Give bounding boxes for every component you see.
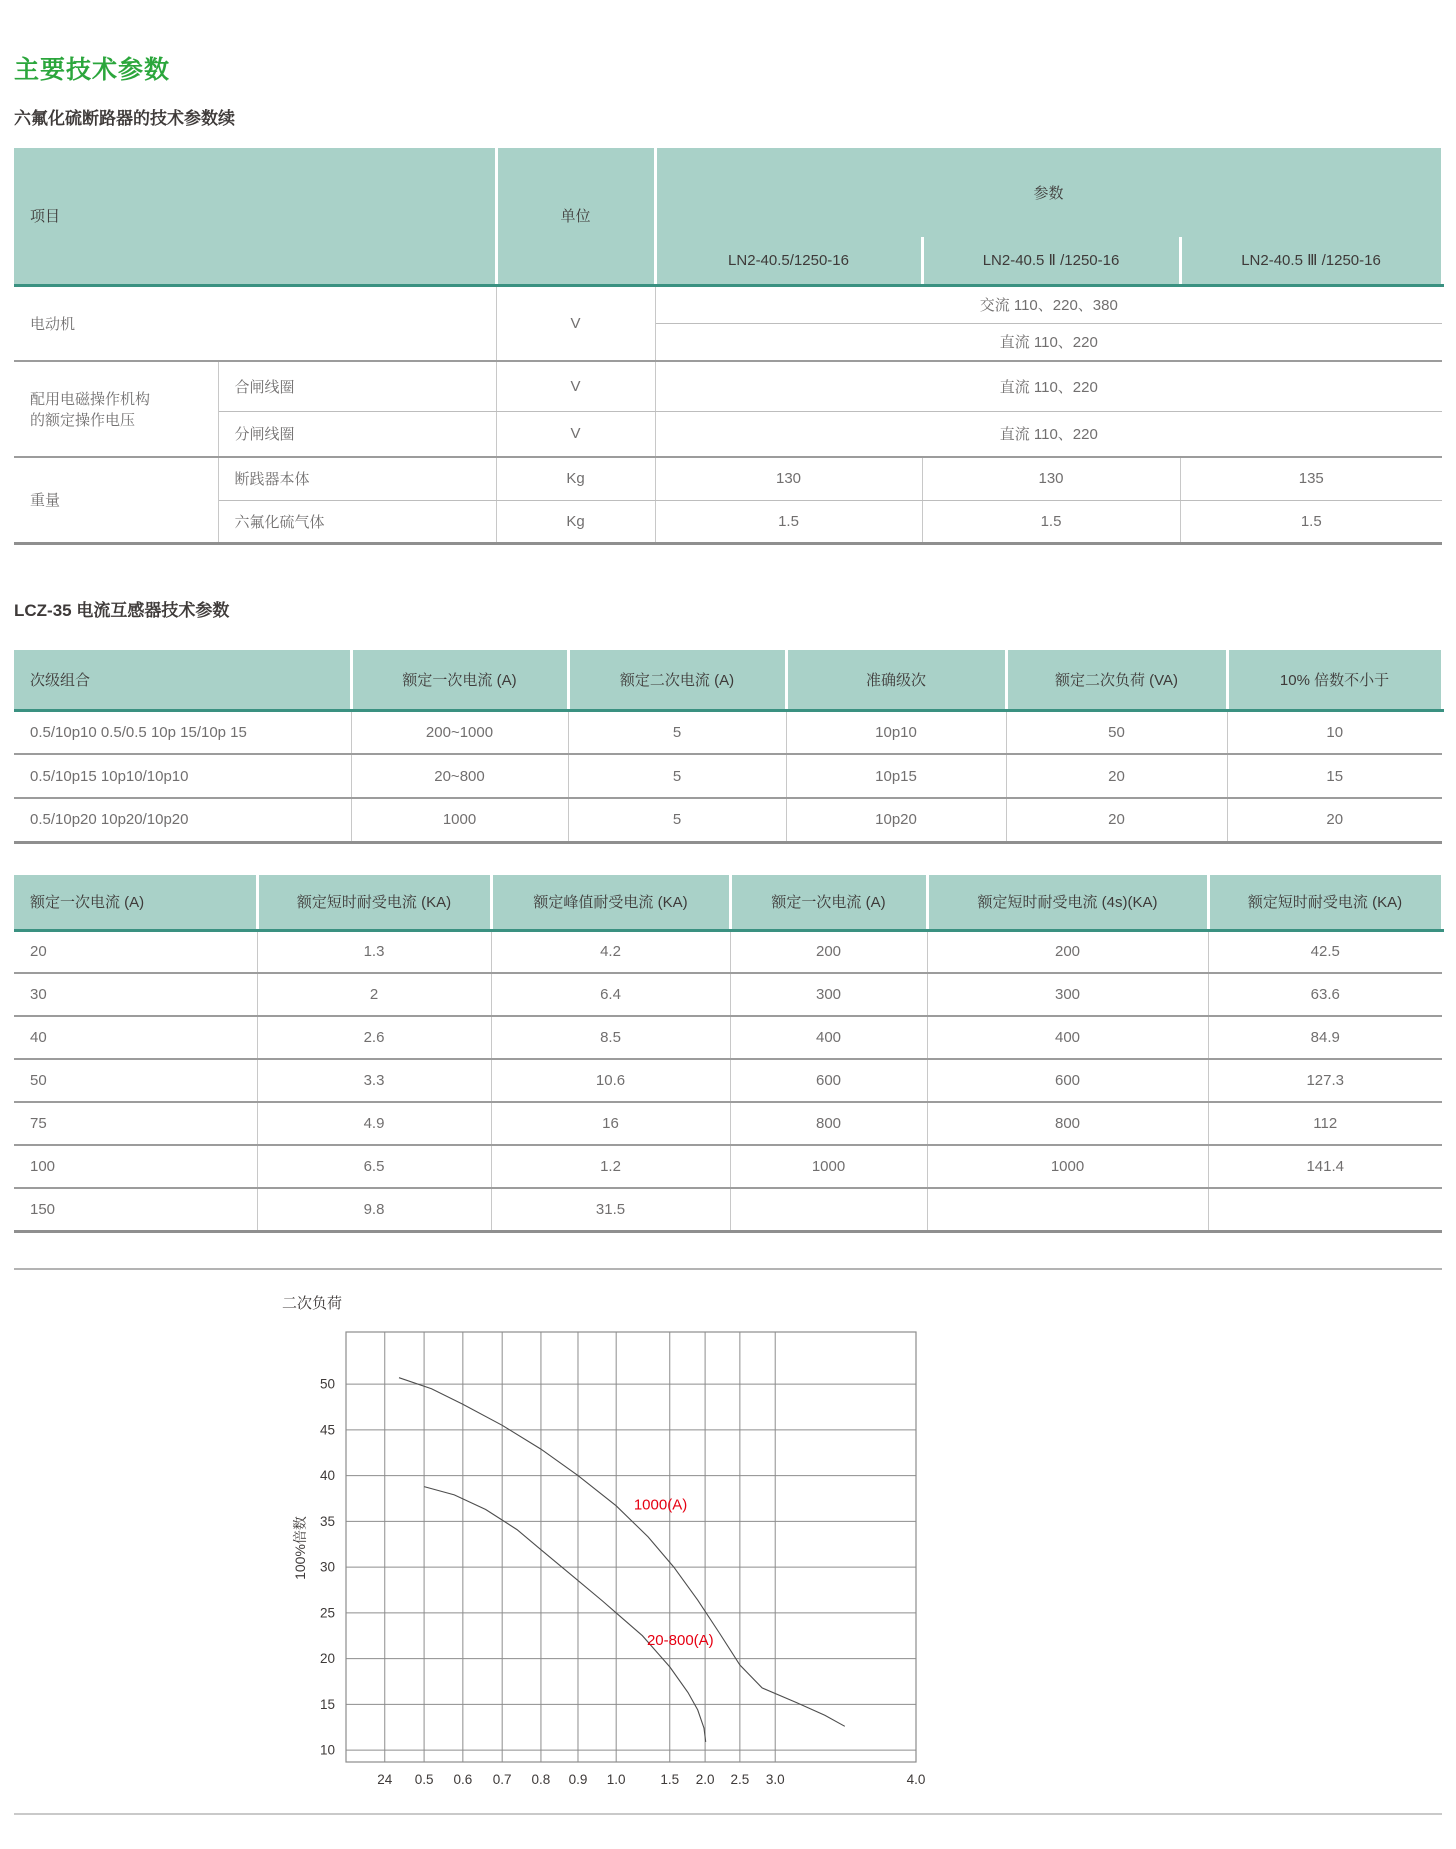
cell: 15 [1227, 754, 1442, 798]
cell: 8.5 [491, 1016, 730, 1059]
cell: 1.3 [257, 930, 491, 973]
cell: 4.9 [257, 1102, 491, 1145]
cell-value: 直流 110、220 [655, 411, 1442, 457]
cell: 6.4 [491, 973, 730, 1016]
cell: 1000 [730, 1145, 927, 1188]
cell: 200 [730, 930, 927, 973]
cell: 1000 [927, 1145, 1208, 1188]
table2-caption: LCZ-35 电流互感器技术参数 [14, 601, 230, 620]
table-row [14, 930, 1442, 973]
table-row [14, 754, 1442, 798]
cell-value: 直流 110、220 [655, 361, 1442, 411]
cell: 3.3 [257, 1059, 491, 1102]
table-row [14, 1145, 1442, 1188]
cell-subitem: 断践器本体 [218, 457, 496, 500]
cell-value: 直流 110、220 [655, 323, 1442, 361]
header-cell: 额定二次负荷 (VA) [1006, 650, 1227, 710]
table-row [14, 1016, 1442, 1059]
svg-text:3.0: 3.0 [765, 1772, 785, 1787]
cell: 800 [927, 1102, 1208, 1145]
svg-text:0.5: 0.5 [414, 1772, 434, 1787]
cell: 10.6 [491, 1059, 730, 1102]
svg-text:35: 35 [319, 1513, 335, 1529]
cell: 10p15 [786, 754, 1006, 798]
header-row [14, 650, 1442, 710]
cell: 63.6 [1208, 973, 1442, 1016]
divider [14, 1268, 1442, 1270]
svg-text:0.6: 0.6 [453, 1772, 473, 1787]
cell: 112 [1208, 1102, 1442, 1145]
svg-text:4.0: 4.0 [906, 1772, 926, 1787]
table1-caption: 六氟化硫断路器的技术参数续 [14, 109, 235, 128]
cell-mechanism: 配用电磁操作机构的额定操作电压 [14, 361, 218, 457]
cell-unit: V [496, 411, 655, 457]
header-unit: 单位 [496, 148, 655, 285]
cell: 20 [14, 930, 257, 973]
svg-text:2.0: 2.0 [695, 1772, 715, 1787]
cell-subitem: 六氟化硫气体 [218, 500, 496, 543]
cell: 20 [1006, 798, 1227, 842]
cell: 20 [1006, 754, 1227, 798]
table-row [14, 973, 1442, 1016]
row-coil-close [14, 361, 1442, 411]
cell-unit: V [496, 361, 655, 411]
cell-subitem: 合闸线圈 [218, 361, 496, 411]
cell-weight: 重量 [14, 457, 218, 543]
cell-value: 135 [1180, 457, 1442, 500]
cell: 0.5/10p20 10p20/10p20 [14, 798, 351, 842]
header-params: 参数 [655, 148, 1442, 237]
svg-text:1000(A): 1000(A) [633, 1496, 688, 1514]
svg-text:1.0: 1.0 [606, 1772, 626, 1787]
header-cell: 额定一次电流 (A) [14, 875, 257, 930]
svg-text:20: 20 [319, 1651, 335, 1667]
cell: 5 [568, 798, 786, 842]
svg-text:24: 24 [377, 1772, 393, 1787]
cell: 10 [1227, 710, 1442, 754]
cell: 75 [14, 1102, 257, 1145]
page-title: 主要技术参数 [14, 56, 171, 84]
cell: 10p20 [786, 798, 1006, 842]
cell: 9.8 [257, 1188, 491, 1231]
cell: 600 [730, 1059, 927, 1102]
header-cell: 准确级次 [786, 650, 1006, 710]
header-cell: 额定峰值耐受电流 (KA) [491, 875, 730, 930]
ct-params-table [14, 650, 1444, 844]
chart-y-axis-label: 100%倍数 [292, 1516, 308, 1580]
header-cell: 额定短时耐受电流 (KA) [257, 875, 491, 930]
cell-value: 1.5 [922, 500, 1180, 543]
breaker-params-table [14, 148, 1444, 545]
cell-value: 1.5 [655, 500, 922, 543]
table-row [14, 1102, 1442, 1145]
svg-text:30: 30 [319, 1559, 335, 1575]
row-weight-body [14, 457, 1442, 500]
svg-text:45: 45 [319, 1422, 335, 1438]
cell: 1.2 [491, 1145, 730, 1188]
cell: 1000 [351, 798, 568, 842]
cell: 141.4 [1208, 1145, 1442, 1188]
svg-text:25: 25 [319, 1605, 335, 1621]
cell: 50 [14, 1059, 257, 1102]
header-row [14, 875, 1442, 930]
cell-value: 130 [655, 457, 922, 500]
withstand-current-table [14, 875, 1444, 1233]
header-row [14, 148, 1442, 237]
cell-motor: 电动机 [14, 285, 496, 361]
row-weight-gas [14, 500, 1442, 543]
svg-text:50: 50 [319, 1376, 335, 1392]
svg-text:0.8: 0.8 [531, 1772, 551, 1787]
cell: 40 [14, 1016, 257, 1059]
header-cell: 额定二次电流 (A) [568, 650, 786, 710]
cell: 200 [927, 930, 1208, 973]
chart-title: 二次负荷 [282, 1295, 343, 1312]
cell: 30 [14, 973, 257, 1016]
table-row [14, 1059, 1442, 1102]
cell: 800 [730, 1102, 927, 1145]
row-coil-open [14, 411, 1442, 457]
cell [730, 1188, 927, 1231]
cell: 400 [730, 1016, 927, 1059]
cell: 2.6 [257, 1016, 491, 1059]
row-motor-ac [14, 285, 1442, 323]
cell-unit: V [496, 285, 655, 361]
cell: 84.9 [1208, 1016, 1442, 1059]
secondary-load-chart [260, 1280, 960, 1800]
header-cell: 次级组合 [14, 650, 351, 710]
cell: 300 [927, 973, 1208, 1016]
cell-value: 交流 110、220、380 [655, 285, 1442, 323]
divider [14, 1813, 1442, 1815]
cell: 200~1000 [351, 710, 568, 754]
svg-text:40: 40 [319, 1468, 335, 1484]
svg-text:0.7: 0.7 [492, 1772, 512, 1787]
cell: 400 [927, 1016, 1208, 1059]
cell: 0.5/10p15 10p10/10p10 [14, 754, 351, 798]
table-row [14, 798, 1442, 842]
cell: 10p10 [786, 710, 1006, 754]
svg-text:2.5: 2.5 [730, 1772, 750, 1787]
cell: 50 [1006, 710, 1227, 754]
cell: 600 [927, 1059, 1208, 1102]
cell: 150 [14, 1188, 257, 1231]
header-model-1: LN2-40.5/1250-16 [655, 237, 922, 285]
header-cell: 额定一次电流 (A) [730, 875, 927, 930]
header-cell: 额定一次电流 (A) [351, 650, 568, 710]
cell: 42.5 [1208, 930, 1442, 973]
cell-value: 1.5 [1180, 500, 1442, 543]
cell: 5 [568, 710, 786, 754]
svg-text:10: 10 [319, 1742, 335, 1758]
cell: 31.5 [491, 1188, 730, 1231]
svg-text:20-800(A): 20-800(A) [646, 1631, 714, 1649]
header-model-2: LN2-40.5 Ⅱ /1250-16 [922, 237, 1180, 285]
cell: 300 [730, 973, 927, 1016]
cell-subitem: 分闸线圈 [218, 411, 496, 457]
cell: 6.5 [257, 1145, 491, 1188]
header-cell: 10% 倍数不小于 [1227, 650, 1442, 710]
cell-value: 130 [922, 457, 1180, 500]
cell [1208, 1188, 1442, 1231]
header-item: 项目 [14, 148, 496, 285]
svg-text:15: 15 [319, 1696, 335, 1712]
cell: 20 [1227, 798, 1442, 842]
cell: 127.3 [1208, 1059, 1442, 1102]
cell: 4.2 [491, 930, 730, 973]
header-cell: 额定短时耐受电流 (KA) [1208, 875, 1442, 930]
svg-text:0.9: 0.9 [568, 1772, 588, 1787]
header-cell: 额定短时耐受电流 (4s)(KA) [927, 875, 1208, 930]
header-model-3: LN2-40.5 Ⅲ /1250-16 [1180, 237, 1442, 285]
table-row [14, 710, 1442, 754]
cell: 100 [14, 1145, 257, 1188]
cell: 20~800 [351, 754, 568, 798]
cell: 16 [491, 1102, 730, 1145]
table-row [14, 1188, 1442, 1231]
cell: 0.5/10p10 0.5/0.5 10p 15/10p 15 [14, 710, 351, 754]
svg-text:1.5: 1.5 [660, 1772, 680, 1787]
cell-unit: Kg [496, 500, 655, 543]
cell: 2 [257, 973, 491, 1016]
cell [927, 1188, 1208, 1231]
cell: 5 [568, 754, 786, 798]
cell-unit: Kg [496, 457, 655, 500]
